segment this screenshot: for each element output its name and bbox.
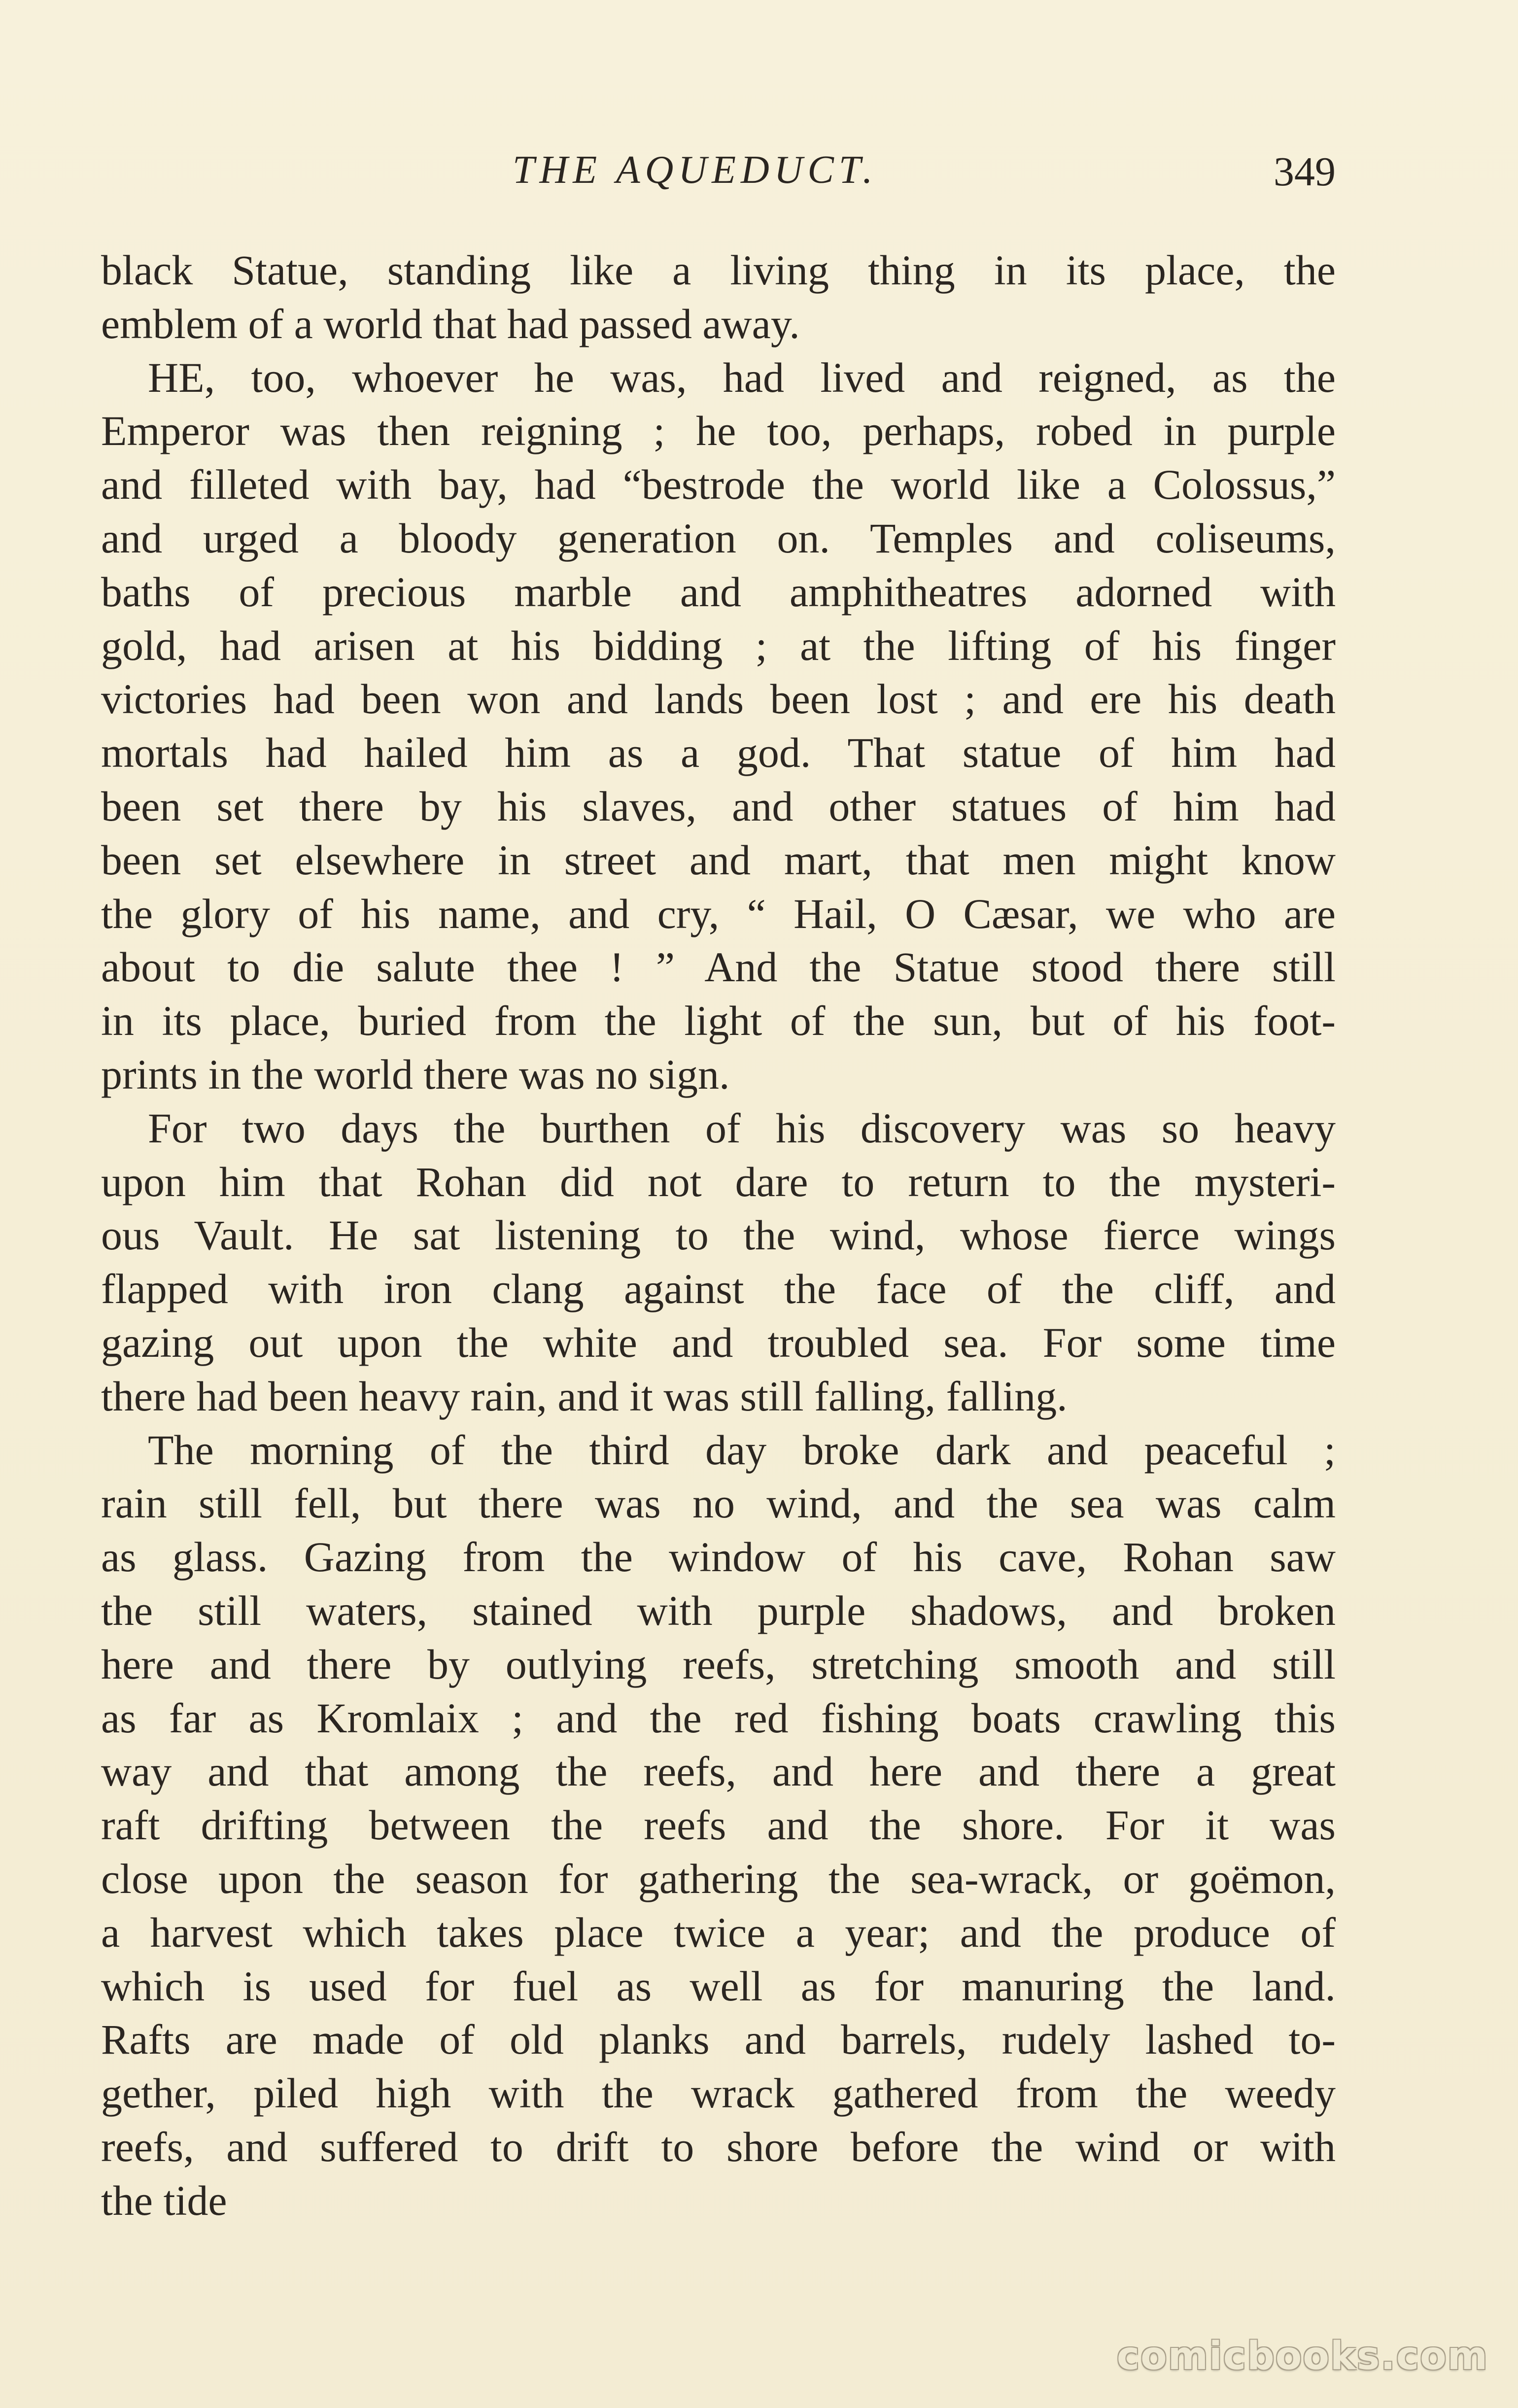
text-line: Rafts are made of old planks and barrels, rudely lashed to-: [101, 2016, 1336, 2064]
text-line: upon him that Rohan did not dare to return to the mysteri-: [101, 1158, 1336, 1205]
text-line: as far as Kromlaix ; and the red fishing boats crawling this: [101, 1694, 1336, 1742]
text-line: a harvest which takes place twice a year; and the produce of: [101, 1908, 1336, 1956]
text-line: way and that among the reefs, and here and there a great: [101, 1748, 1336, 1795]
text-line: rain still fell, but there was no wind, and the sea was calm: [101, 1479, 1336, 1527]
text-line: the glory of his name, and cry, “ Hail, O Cæsar, we who are: [101, 890, 1336, 937]
text-line: about to die salute thee ! ” And the Statue stood there still: [101, 943, 1336, 991]
text-line: the tide: [101, 2176, 227, 2224]
text-line: in its place, buried from the light of the sun, but of his foot-: [101, 997, 1336, 1045]
site-watermark: comicbooks.com: [1116, 2334, 1488, 2378]
text-line: here and there by outlying reefs, stretching smooth and still: [101, 1640, 1336, 1688]
text-line: prints in the world there was no sign.: [101, 1050, 730, 1098]
text-line: raft drifting between the reefs and the shore. For it was: [101, 1801, 1336, 1849]
text-line: there had been heavy rain, and it was still falling, falling.: [101, 1372, 1068, 1420]
text-line: gold, had arisen at his bidding ; at the lifting of his finger: [101, 621, 1336, 669]
text-line: victories had been won and lands been lost ; and ere his death: [101, 675, 1336, 723]
text-line: For two days the burthen of his discovery was so heavy: [148, 1104, 1336, 1152]
text-line: gether, piled high with the wrack gathered from the weedy: [101, 2069, 1336, 2117]
text-line: close upon the season for gathering the sea-wrack, or goëmon,: [101, 1855, 1336, 1902]
text-line: reefs, and suffered to drift to shore before the wind or with: [101, 2123, 1336, 2170]
text-line: Emperor was then reigning ; he too, perhaps, robed in purple: [101, 407, 1336, 455]
text-line: been set elsewhere in street and mart, that men might know: [101, 836, 1336, 884]
chapter-title: THE AQUEDUCT.: [513, 148, 878, 192]
text-line: and urged a bloody generation on. Temples and coliseums,: [101, 514, 1336, 562]
text-line: HE, too, whoever he was, had lived and reigned, as the: [148, 353, 1336, 401]
text-line: the still waters, stained with purple shadows, and broken: [101, 1586, 1336, 1634]
text-line: mortals had hailed him as a god. That statue of him had: [101, 729, 1336, 777]
text-line: black Statue, standing like a living thing in its place, the: [101, 246, 1336, 294]
text-line: The morning of the third day broke dark and peaceful ;: [148, 1426, 1336, 1474]
body-text: [101, 243, 1336, 2227]
text-line: ous Vault. He sat listening to the wind, whose fierce wings: [101, 1211, 1336, 1259]
page-number: 349: [1274, 149, 1336, 195]
text-line: flapped with iron clang against the face of the cliff, and: [101, 1265, 1336, 1313]
text-line: as glass. Gazing from the window of his cave, Rohan saw: [101, 1533, 1336, 1581]
text-line: which is used for fuel as well as for manuring the land.: [101, 1962, 1336, 2010]
text-line: and filleted with bay, had “bestrode the world like a Colossus,”: [101, 461, 1336, 509]
text-line: baths of precious marble and amphitheatres adorned with: [101, 568, 1336, 616]
text-line: been set there by his slaves, and other statues of him had: [101, 782, 1336, 830]
text-line: gazing out upon the white and troubled sea. For some time: [101, 1318, 1336, 1366]
text-line: emblem of a world that had passed away.: [101, 300, 800, 347]
running-head: [104, 148, 1336, 207]
